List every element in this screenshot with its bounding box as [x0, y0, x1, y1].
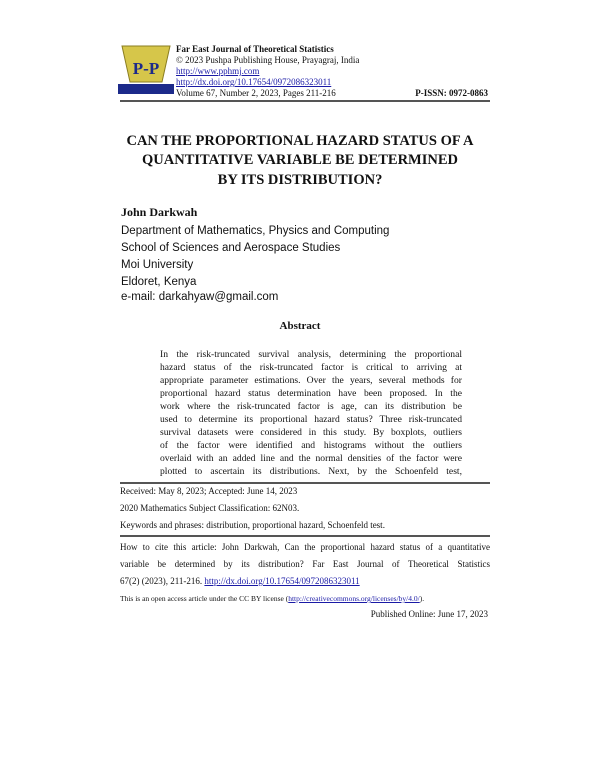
- abstract-line: work where the risk-truncated factor is age, can its distribution be: [160, 401, 462, 412]
- svg-text:P-P: P-P: [132, 59, 160, 78]
- abstract-line: hazard status of the risk-truncated factor is critical to arriving at: [160, 362, 462, 373]
- abstract-line: plotted to ascertain its distributions. Next, by the Schoenfeld test,: [160, 466, 462, 477]
- volume-info: Volume 67, Number 2, 2023, Pages 211-216: [176, 88, 336, 98]
- received-accepted: Received: May 8, 2023; Accepted: June 14, 2023: [120, 486, 298, 496]
- cite-line: 67(2) (2023), 211-216.: [120, 576, 205, 586]
- abstract-heading: Abstract: [279, 320, 321, 332]
- msc: 2020 Mathematics Subject Classification: 62N03.: [120, 503, 300, 513]
- license-text-end: ).: [419, 594, 425, 603]
- abstract-line: appropriate parameter estimations. Over the years, several methods for: [160, 375, 462, 386]
- abstract-line: survival datasets were considered in this study. By boxplots, outliers: [160, 427, 462, 438]
- cite-rule: [120, 535, 490, 537]
- affiliation-line: Eldoret, Kenya: [121, 276, 197, 288]
- affiliation-line: Moi University: [121, 259, 194, 271]
- keywords: Keywords and phrases: distribution, proportional hazard, Schoenfeld test.: [120, 520, 385, 530]
- email: e-mail: darkahyaw@gmail.com: [121, 291, 279, 303]
- abstract-line: In the risk-truncated survival analysis, determining the proportional: [160, 349, 462, 360]
- abstract-line: of the factor were identified and histograms without the outliers: [160, 440, 462, 451]
- cite-line: variable be determined by its distribution? Far East Journal of Theoretical Statistics: [120, 559, 490, 569]
- footnote-rule: [120, 482, 490, 484]
- published-date: Published Online: June 17, 2023: [370, 609, 488, 619]
- affiliation-line: School of Sciences and Aerospace Studies: [121, 242, 341, 254]
- journal-name: Far East Journal of Theoretical Statistics: [176, 44, 334, 54]
- title-line: BY ITS DISTRIBUTION?: [217, 172, 383, 188]
- abstract-line: used to determine its proportional hazard status? Three risk-truncated: [160, 414, 462, 425]
- license-link[interactable]: http://creativecommons.org/licenses/by/4.0/: [288, 594, 420, 603]
- issn: P-ISSN: 0972-0863: [415, 88, 488, 98]
- publisher-logo: [118, 44, 174, 98]
- doi-link[interactable]: http://dx.doi.org/10.17654/0972086323011: [176, 77, 332, 87]
- abstract-line: overlaid with an added line and the normal densities of the factor were: [160, 453, 462, 464]
- cite-line: How to cite this article: John Darkwah, Can the proportional hazard status of a quantitative: [120, 542, 490, 552]
- title-line: CAN THE PROPORTIONAL HAZARD STATUS OF A: [126, 133, 474, 149]
- title-line: QUANTITATIVE VARIABLE BE DETERMINED: [142, 152, 458, 168]
- journal-url-link[interactable]: http://www.pphmj.com: [176, 66, 260, 76]
- header-rule: [120, 100, 490, 102]
- license-text: This is an open access article under the CC BY license (: [120, 594, 289, 603]
- copyright: © 2023 Pushpa Publishing House, Prayagraj, India: [176, 55, 360, 65]
- abstract-line: proportional hazard status determination have been proposed. In the: [160, 388, 462, 399]
- cite-doi-link[interactable]: http://dx.doi.org/10.17654/0972086323011: [204, 576, 360, 586]
- author: John Darkwah: [121, 205, 198, 219]
- affiliation-line: Department of Mathematics, Physics and Computing: [121, 225, 390, 237]
